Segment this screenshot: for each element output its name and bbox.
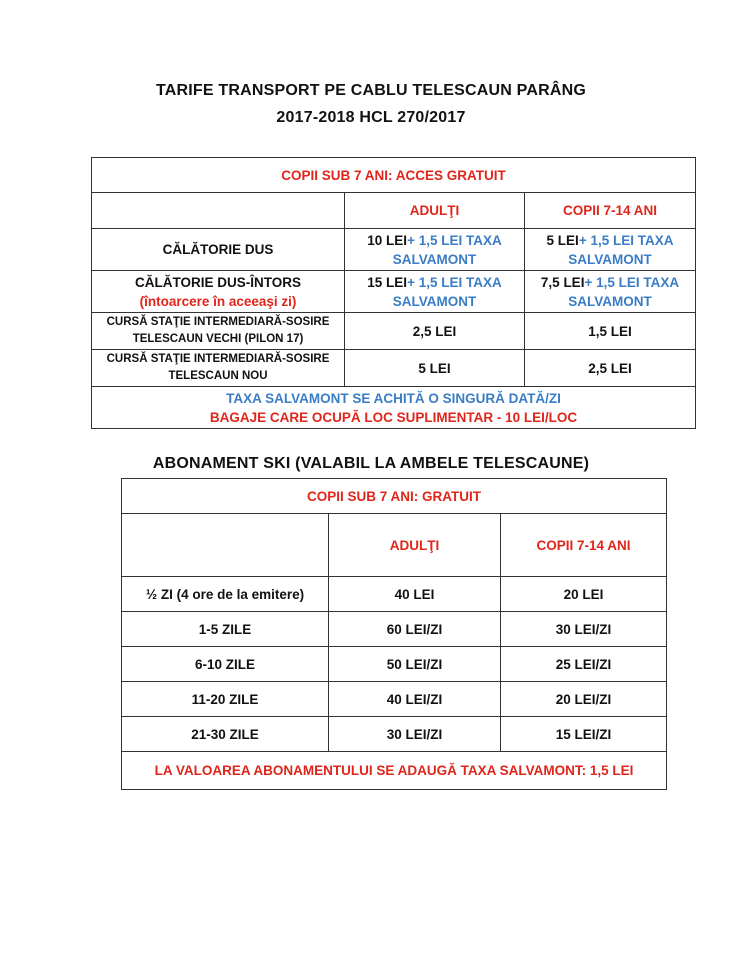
table-row: [92, 313, 696, 350]
row-label: 11-20 ZILE: [122, 682, 329, 717]
child-price: 20 LEI/ZI: [501, 682, 667, 717]
child-price: 30 LEI/ZI: [501, 612, 667, 647]
adult-fare: 2,5 LEI: [345, 313, 525, 350]
row-label: CURSĂ STAŢIE INTERMEDIARĂ-SOSIRE TELESCAUN VECHI (PILON 17): [92, 313, 345, 350]
row-label: 6-10 ZILE: [122, 647, 329, 682]
row-label: CURSĂ STAŢIE INTERMEDIARĂ-SOSIRE TELESCAUN NOU: [92, 350, 345, 387]
header-children: COPII 7-14 ANI: [501, 514, 667, 577]
empty-header-cell: [92, 193, 345, 229]
adult-fare: 15 LEI+ 1,5 LEI TAXA SALVAMONT: [345, 271, 525, 313]
row-label: ½ ZI (4 ore de la emitere): [122, 577, 329, 612]
header-children: COPII 7-14 ANI: [525, 193, 696, 229]
table-row: [92, 229, 696, 271]
child-fare: 5 LEI+ 1,5 LEI TAXA SALVAMONT: [525, 229, 696, 271]
adult-fare: 10 LEI+ 1,5 LEI TAXA SALVAMONT: [345, 229, 525, 271]
free-access-note: COPII SUB 7 ANI: GRATUIT: [122, 479, 667, 514]
row-label: CĂLĂTORIE DUS: [92, 229, 345, 271]
adult-fare: 5 LEI: [345, 350, 525, 387]
table-row: [122, 682, 667, 717]
row-label: 1-5 ZILE: [122, 612, 329, 647]
row-label: 21-30 ZILE: [122, 717, 329, 752]
table-row: [92, 350, 696, 387]
table-row: [92, 271, 696, 313]
free-access-note: COPII SUB 7 ANI: ACCES GRATUIT: [92, 158, 696, 193]
header-adults: ADULŢI: [329, 514, 501, 577]
row-sublabel: (întoarcere în aceeaşi zi): [139, 293, 297, 309]
child-price: 20 LEI: [501, 577, 667, 612]
adult-price: 40 LEI: [329, 577, 501, 612]
child-price: 25 LEI/ZI: [501, 647, 667, 682]
child-fare: 1,5 LEI: [525, 313, 696, 350]
adult-price: 30 LEI/ZI: [329, 717, 501, 752]
section-title: ABONAMENT SKI (VALABIL LA AMBELE TELESCAUNE): [152, 455, 590, 472]
table-row: [122, 612, 667, 647]
luggage-note: BAGAJE CARE OCUPĂ LOC SUPLIMENTAR - 10 LEI/LOC: [209, 409, 578, 425]
table-row: [122, 647, 667, 682]
table-row: [122, 717, 667, 752]
child-fare: 2,5 LEI: [525, 350, 696, 387]
empty-header-cell: [122, 514, 329, 577]
adult-price: 40 LEI/ZI: [329, 682, 501, 717]
header-adults: ADULŢI: [345, 193, 525, 229]
salvamont-note: TAXA SALVAMONT SE ACHITĂ O SINGURĂ DATĂ/ZI: [226, 390, 561, 406]
page-title: TARIFE TRANSPORT PE CABLU TELESCAUN PARÂNG: [155, 82, 587, 99]
table-footer: LA VALOAREA ABONAMENTULUI SE ADAUGĂ TAXA SALVAMONT: 1,5 LEI: [122, 752, 667, 790]
table-footer: [92, 387, 696, 429]
table-row: [122, 577, 667, 612]
ski-pass-table: [121, 478, 667, 790]
row-label: CĂLĂTORIE DUS-ÎNTORS (întoarcere în aceeaşi zi): [92, 271, 345, 313]
transport-fares-table: [91, 157, 696, 429]
page-subtitle: 2017-2018 HCL 270/2017: [276, 109, 466, 126]
child-fare: 7,5 LEI+ 1,5 LEI TAXA SALVAMONT: [525, 271, 696, 313]
adult-price: 50 LEI/ZI: [329, 647, 501, 682]
child-price: 15 LEI/ZI: [501, 717, 667, 752]
adult-price: 60 LEI/ZI: [329, 612, 501, 647]
